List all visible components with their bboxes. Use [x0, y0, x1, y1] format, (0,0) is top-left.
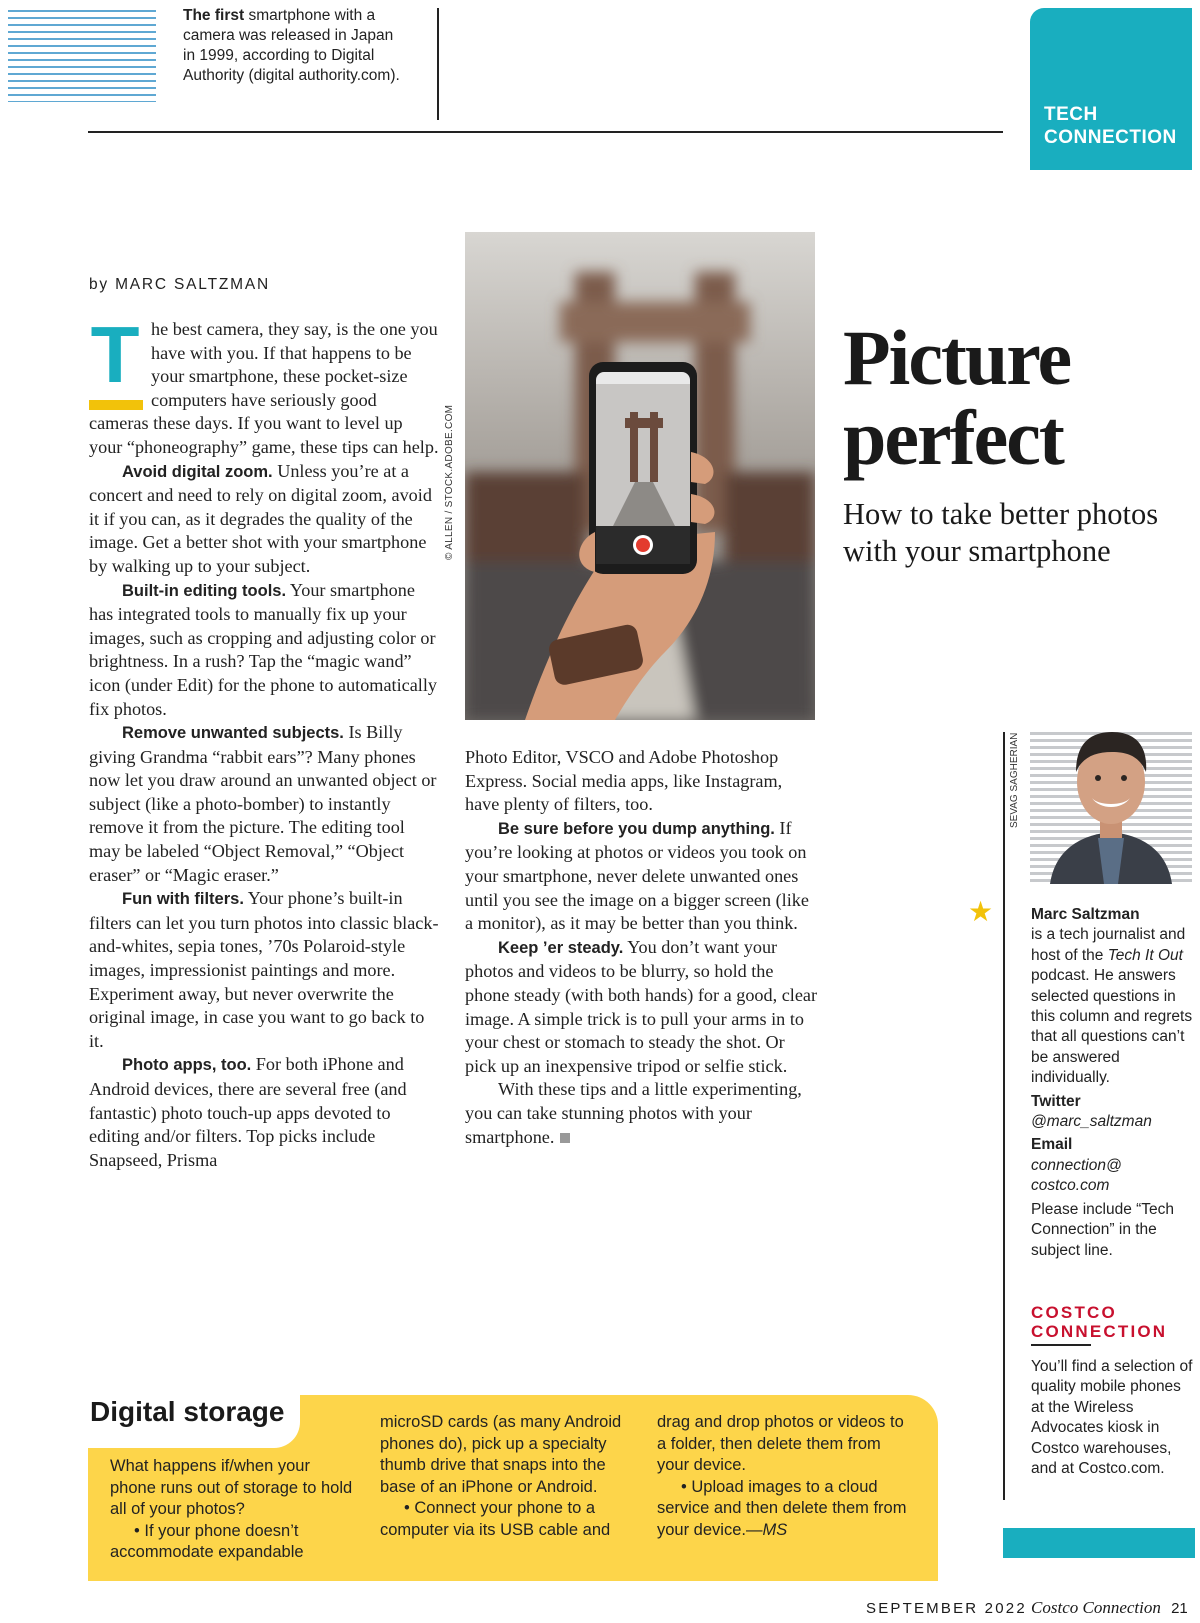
storage-text: drag and drop photos or videos to a folder, then delete them from your device.: [657, 1413, 904, 1474]
email-label: Email: [1031, 1136, 1073, 1154]
section-tab-label: TECH CONNECTION: [1044, 104, 1177, 148]
tip-paragraph: [465, 936, 820, 1079]
decorative-bar: [1003, 1528, 1195, 1558]
closing-text: With these tips and a little experimenting, you can take stunning photos with your smartphone.: [465, 1079, 802, 1147]
page-number: 21: [1171, 1600, 1188, 1617]
article-photo: [465, 232, 815, 720]
fact-lead: The first: [183, 7, 245, 24]
storage-title: Digital storage: [90, 1396, 285, 1427]
tip-paragraph: [465, 817, 820, 936]
author-portrait: [1030, 710, 1192, 884]
fact-box: [183, 6, 408, 86]
tip-heading: Built-in editing tools.: [122, 581, 287, 600]
tip-text: If you’re looking at photos or videos you took on your smartphone, never delete unwanted ones until you see the image on a bigger screen (like a monitor), as it may be better than you think.: [465, 817, 809, 934]
tip-paragraph: [89, 579, 439, 722]
tip-paragraph: [89, 460, 439, 579]
horizontal-rule: [88, 131, 1003, 133]
tip-paragraph: [89, 1053, 439, 1172]
author-description: [1031, 925, 1196, 1088]
bio-rule: [1003, 732, 1005, 1500]
email-address[interactable]: connection@ costco.com: [1031, 1156, 1122, 1195]
storage-bullet: • If your phone doesn’t accommodate expandable: [110, 1521, 304, 1561]
article-intro: he best camera, they say, is the one you have with you. If that happens to be your smartphone, these pocket-size computers have seriously good cameras these days. If you want to level up your “phoneography” game, these tips can help.: [89, 319, 439, 457]
tip-text: Unless you’re at a concert and need to rely on digital zoom, avoid it if you can, as it degrades the quality of the image. Get a better shot with your smartphone by walking up to your subject.: [89, 460, 432, 576]
tip-heading: Keep ’er steady.: [498, 938, 624, 957]
bio-text: podcast. He answers selected questions in this column and regrets that all questions can’t be answered individually.: [1031, 967, 1193, 1087]
star-icon: ★: [968, 896, 994, 927]
tip-heading: Photo apps, too.: [122, 1056, 252, 1075]
author-photo: [1030, 710, 1192, 884]
tip-text: For both iPhone and Android devices, there are several free (and fantastic) photo touch-up apps devoted to editing and/or filters. Top picks include Snapseed, Prisma: [89, 1054, 407, 1170]
vertical-rule: [437, 8, 439, 120]
storage-bullet: [657, 1477, 917, 1542]
costco-connection-title: COSTCO CONNECTION: [1031, 1303, 1168, 1341]
end-mark-icon: [560, 1133, 570, 1143]
email-note: Please include “Tech Connection” in the subject line.: [1031, 1200, 1175, 1259]
closing-paragraph: [465, 1078, 820, 1149]
decorative-stripes: [8, 10, 156, 102]
tip-text: Is Billy giving Grandma “rabbit ears”? Many phones now let you draw around an unwanted object or subject (like a photo-bomber) to instantly remove it from the picture. The editing tool may be labeled “Object Removal,” “Object eraser” or “Magic eraser.”: [89, 722, 437, 885]
storage-column-1: [110, 1456, 360, 1564]
storage-text: microSD cards (as many Android phones do), pick up a specialty thumb drive that snaps into the base of an iPhone or Android.: [380, 1413, 622, 1496]
portrait-credit: SEVAG SAGHERIAN: [1009, 732, 1020, 828]
article-title: Picture perfect: [843, 314, 1071, 481]
section-tab: [1030, 8, 1192, 170]
author-initials: MS: [762, 1520, 788, 1539]
page-footer: [866, 1598, 1188, 1618]
drop-cap-bar: [89, 400, 143, 410]
photo-credit: © ALLEN / STOCK.ADOBE.COM: [444, 404, 455, 560]
tip-paragraph: [89, 887, 439, 1053]
podcast-name: Tech It Out: [1107, 946, 1183, 964]
drop-cap-letter: T: [90, 310, 140, 399]
article-continuation: Photo Editor, VSCO and Adobe Photoshop Express. Social media apps, like Instagram, have plenty of filters, too.: [465, 747, 783, 815]
storage-bullet: • Connect your phone to a computer via its USB cable and: [380, 1499, 611, 1539]
tip-heading: Remove unwanted subjects.: [122, 724, 344, 743]
article-column-2: [465, 746, 820, 1149]
tip-text: You don’t want your photos and videos to be blurry, so hold the phone steady (with both hands) for a good, clear image. A simple trick is to pull your arms in to your chest or stomach to steady the shot. Or pick up an inexpensive tripod or selfie stick.: [465, 936, 818, 1076]
tip-heading: Fun with filters.: [122, 890, 244, 909]
author-bio: [1031, 905, 1196, 1261]
fact-text: smartphone with a camera was released in Japan in 1999, according to Digital Authority (digital authority.com).: [183, 7, 400, 84]
tip-heading: Avoid digital zoom.: [122, 462, 273, 481]
storage-column-3: [657, 1412, 917, 1541]
drop-cap: [89, 310, 141, 399]
tip-text: Your phone’s built-in filters can let you turn photos into classic black-and-whites, sepia tones, ’70s Polaroid-style images, impressionist paintings and more. Experiment away, but never overwrite the original image, in case you want to go back to it.: [89, 888, 439, 1051]
byline: by MARC SALTZMAN: [89, 276, 270, 293]
issue-date: SEPTEMBER 2022: [866, 1600, 1027, 1617]
storage-question: What happens if/when your phone runs out of storage to hold all of your photos?: [110, 1457, 353, 1518]
tip-text: Your smartphone has integrated tools to manually fix up your images, such as cropping and adjusting color or brightness. In a rush? Tap the “magic wand” icon (under Edit) for the phone to automatically fix photos.: [89, 579, 437, 719]
magazine-name: Costco Connection: [1031, 1598, 1161, 1617]
tip-heading: Be sure before you dump anything.: [498, 819, 775, 838]
bio-text: is a tech journalist and host of the: [1031, 926, 1186, 964]
twitter-handle[interactable]: @marc_saltzman: [1031, 1113, 1152, 1131]
author-name: Marc Saltzman: [1031, 906, 1140, 923]
cc-rule: [1031, 1344, 1091, 1346]
storage-column-2: [380, 1412, 635, 1541]
hand-holding-phone-photo: [465, 232, 815, 720]
tip-paragraph: [89, 721, 439, 887]
costco-connection-text: You’ll find a selection of quality mobile phones at the Wireless Advocates kiosk in Costco warehouses, and at Costco.com.: [1031, 1358, 1193, 1478]
article-subtitle: How to take better photos with your smartphone: [843, 497, 1159, 568]
twitter-label: Twitter: [1031, 1092, 1081, 1110]
article-column-1: [89, 310, 439, 1172]
storage-bullet-text: • Upload images to a cloud service and then delete them from your device.—: [657, 1477, 907, 1539]
